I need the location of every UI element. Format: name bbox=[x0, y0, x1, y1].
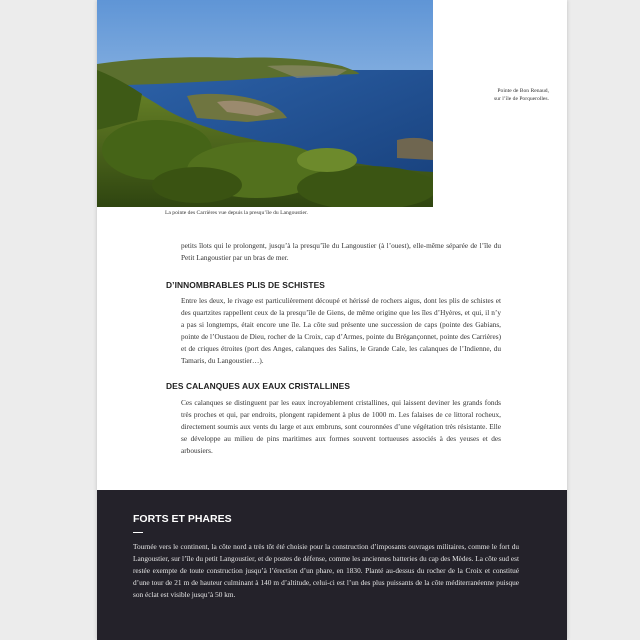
intro-paragraph: petits îlots qui le prolongent, jusqu’à la presqu’île du Langoustier (à l’ouest), elle-même séparée de l’île du Petit Langoustier par un bras de mer. bbox=[181, 241, 501, 263]
side-caption-line-2: sur l’île de Porquerolles. bbox=[494, 95, 549, 102]
section-heading-calanques: DES CALANQUES AUX EAUX CRISTALLINES bbox=[166, 381, 351, 391]
coastline-photo bbox=[97, 0, 433, 207]
photo-caption: La pointe des Carrières vue depuis la presqu’île du Langoustier. bbox=[165, 210, 308, 216]
side-caption-line-1: Pointe de Bon Renaud, bbox=[497, 88, 549, 94]
box-heading: FORTS ET PHARES bbox=[133, 513, 232, 525]
coastline-landscape-image bbox=[97, 0, 433, 207]
section-paragraph-calanques: Ces calanques se distinguent par les eaux incroyablement cristallines, qui laissent deviner les grands fonds très proches et qui, par endroits, plongent rapidement à plus de 1000 m. Les falaises de ce littoral rocheux, directement soumis aux vents du large et aux embruns, sont couronnées d’une végétation très résistante. Elle se développe au milieu de pins maritimes aux formes souvent tortueuses associés à des yeuses et des arbousiers. bbox=[181, 398, 501, 456]
forts-phares-box bbox=[97, 490, 567, 640]
side-caption bbox=[477, 88, 549, 103]
section-paragraph-schistes: Entre les deux, le rivage est particulièrement découpé et hérissé de rochers aigus, dont les plis de schistes et des quartzites rappellent ceux de la presqu’île de Giens, de même origine que les îles d’Hyères, et qui, il n’y a pas si longtemps, était encore une île. La côte sud présente une succession de caps (pointe des Gabians, pointe de l’Oustaou de Dieu, rocher de la Croix, cap d’Armes, pointe du Brégançonnet, pointe des Carrières) et de criques étroites (port des Anges, calanques des Salins, le Grande Cale, les calanques de l’Indienne, du Tamaris, du Langoustier…). bbox=[181, 296, 501, 366]
book-page bbox=[97, 0, 567, 640]
section-heading-schistes: D’INNOMBRABLES PLIS DE SCHISTES bbox=[166, 280, 325, 290]
box-paragraph: Tournée vers le continent, la côte nord a très tôt été choisie pour la construction d’imposants ouvrages militaires, comme le fort du Langoustier, sur l’île du petit Langoustier, et de postes de défense, comme les anciennes batteries du cap des Mèdes. La côte sud est restée exempte de toute construction jusqu’à l’érection d’un phare, en 1830. Planté au-dessus du rocher de la Croix et constitué d’une tour de 21 m de hauteur culminant à 140 m d’altitude, celui-ci est l’un des plus puissants de la côte méditerranéenne puisque son éclat est visible jusqu’à 50 km. bbox=[133, 542, 519, 600]
box-divider bbox=[133, 532, 143, 533]
